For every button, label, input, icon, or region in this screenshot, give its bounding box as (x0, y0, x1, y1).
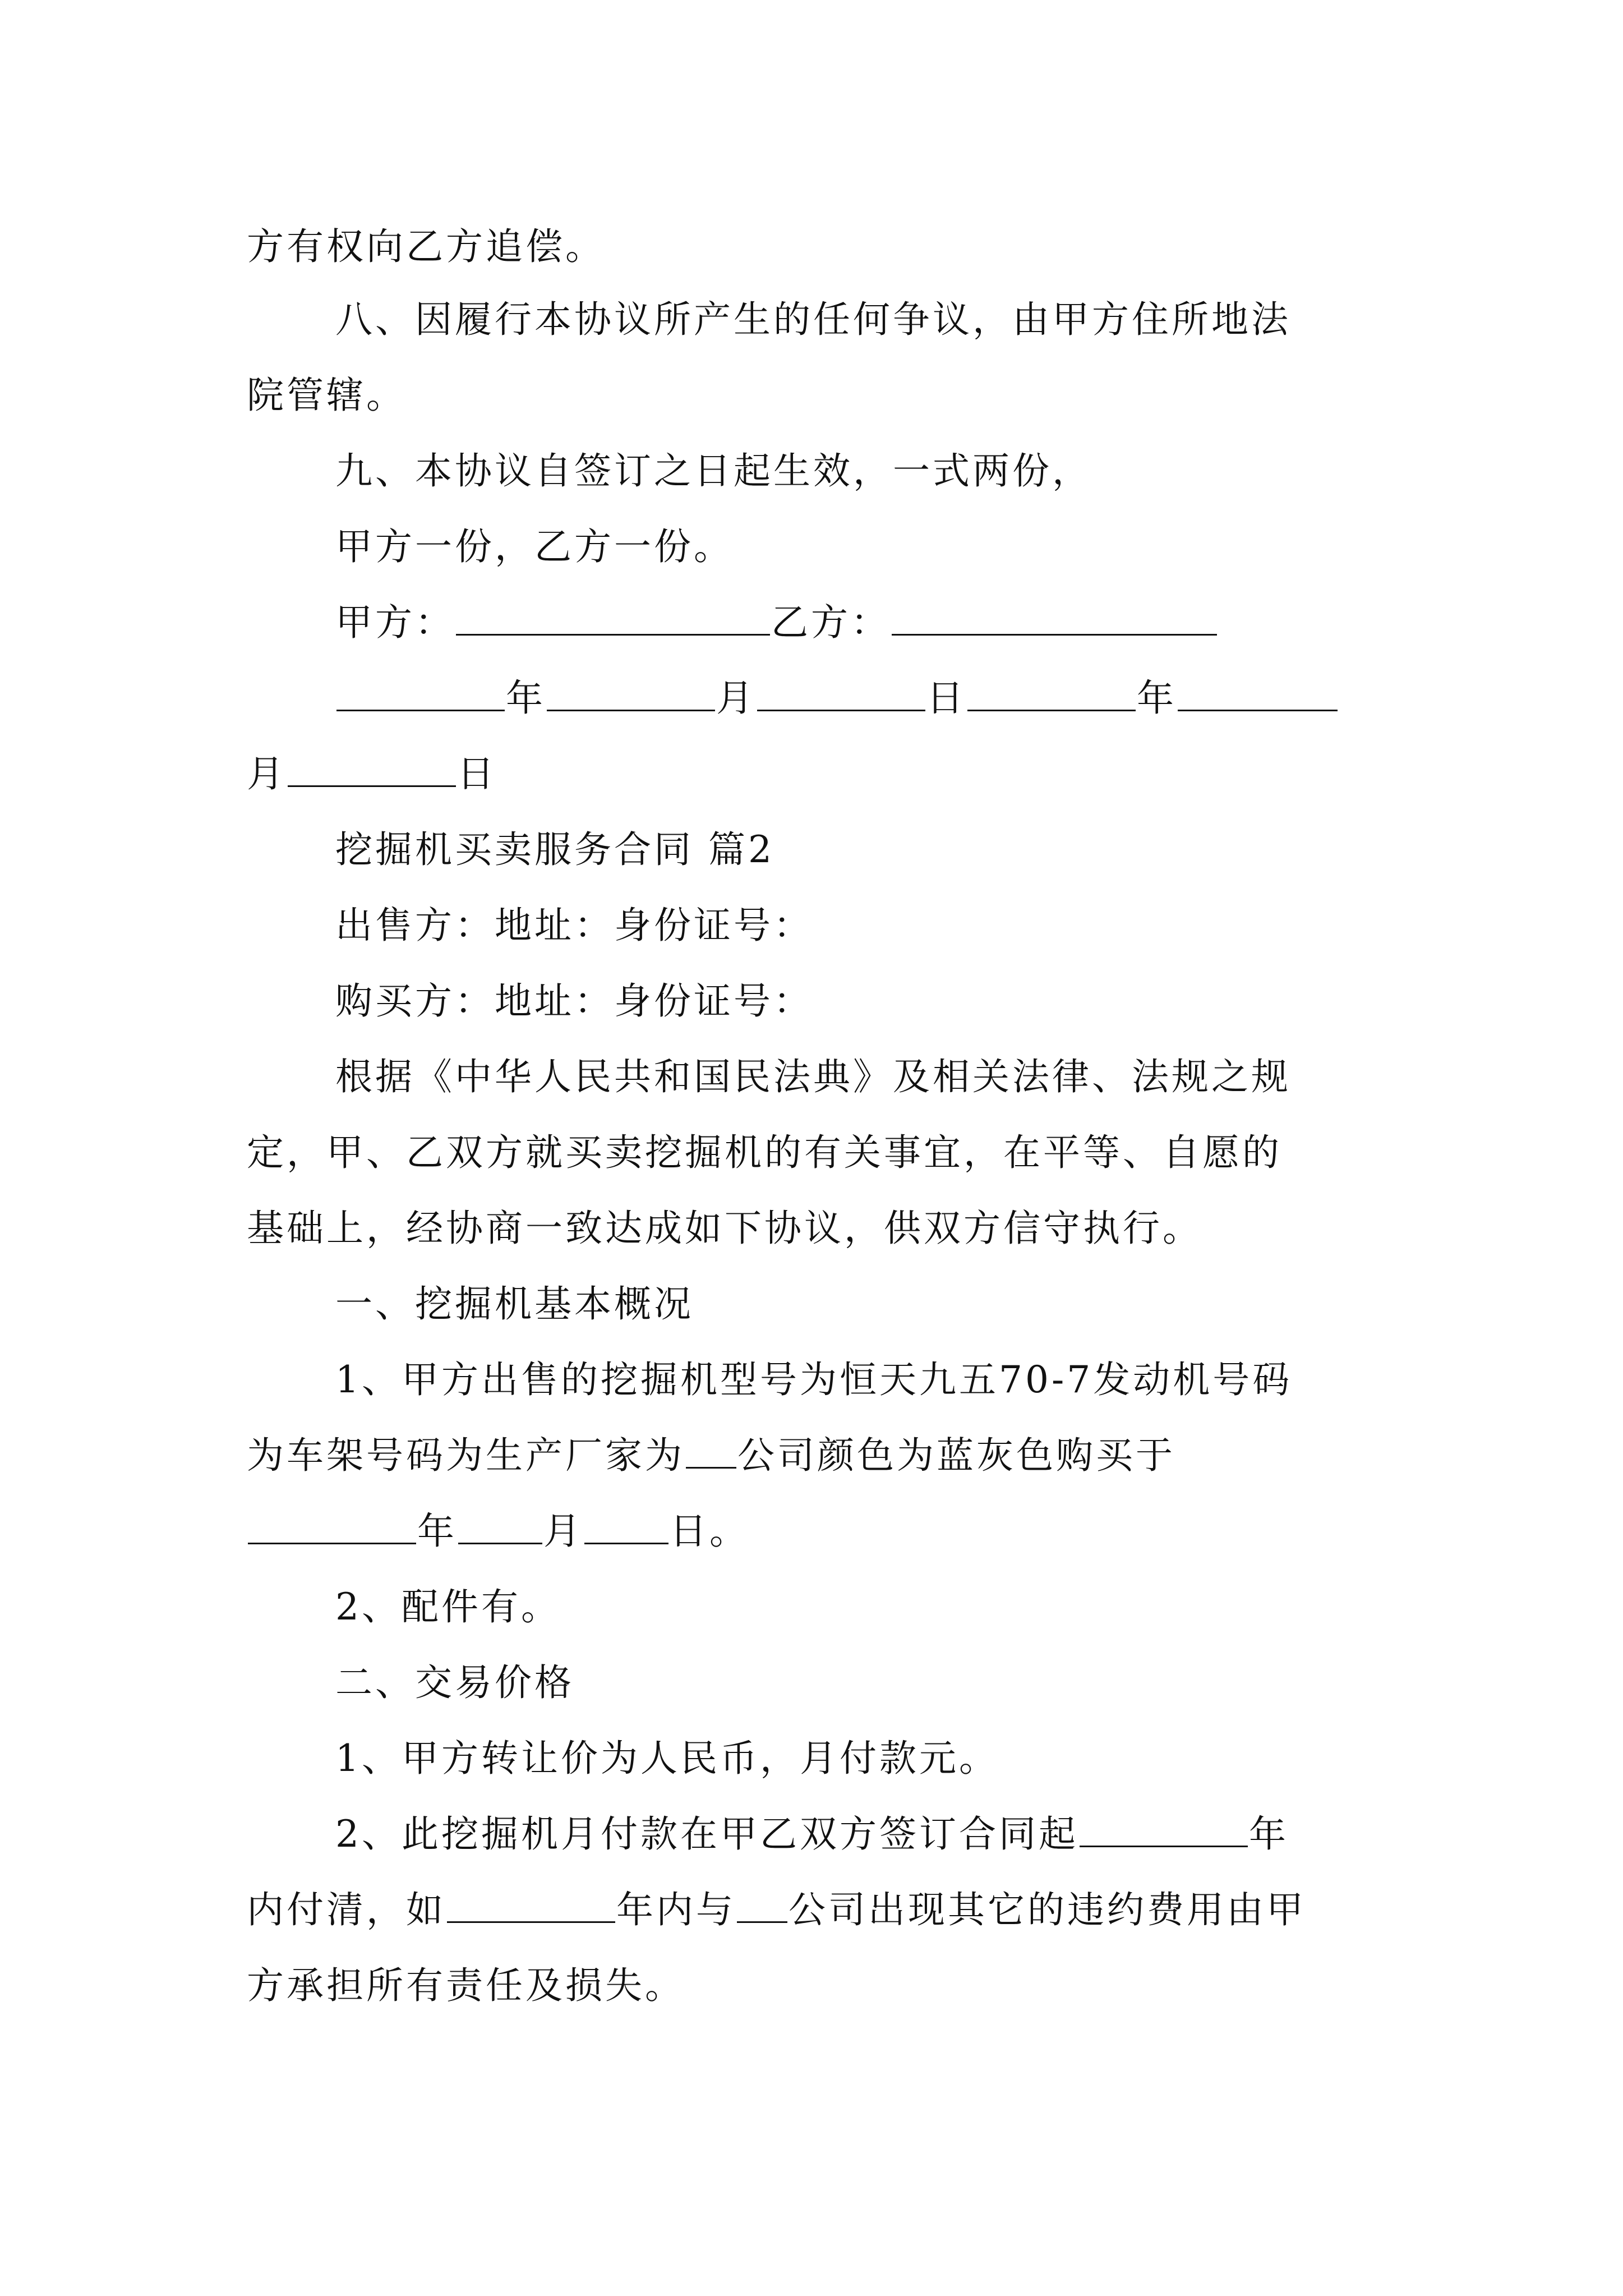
signature-line (335, 595, 1218, 651)
date-blank (1178, 670, 1338, 711)
paragraph-line: 方有权向乙方追偿。 (247, 225, 605, 268)
date-line (247, 1503, 749, 1559)
year-label: 年 (1137, 677, 1177, 720)
day-label: 日 (926, 677, 966, 720)
fill-blank (447, 1882, 615, 1923)
paragraph-line: 一、挖掘机基本概况 (335, 1282, 694, 1326)
paragraph-fragment: 公司颜色为蓝灰色购买于 (737, 1434, 1175, 1477)
paragraph-line: 定，甲、乙双方就买卖挖掘机的有关事宜，在平等、自愿的 (247, 1131, 1282, 1174)
day-label: 日 (457, 752, 497, 795)
paragraph-line (247, 1428, 1175, 1484)
paragraph-line: 院管辖。 (247, 374, 406, 417)
paragraph-line (247, 1882, 1306, 1938)
month-label: 月 (543, 1510, 583, 1553)
paragraph-line: 2、配件有。 (335, 1585, 561, 1628)
party-b-label: 乙方： (771, 601, 891, 644)
paragraph-line: 九、本协议自签订之日起生效，一式两份， (335, 449, 1092, 493)
paragraph-line: 购买方：地址：身份证号： (335, 979, 813, 1023)
party-a-blank (456, 595, 770, 636)
day-label: 日。 (670, 1510, 749, 1553)
date-blank (458, 1503, 542, 1544)
paragraph-fragment: 为车架号码为生产厂家为 (247, 1434, 685, 1477)
fill-blank (1080, 1806, 1248, 1847)
paragraph-line: 根据《中华人民共和国民法典》及相关法律、法规之规 (335, 1055, 1291, 1098)
paragraph-fragment: 内付清，如 (247, 1888, 446, 1931)
date-blank (288, 746, 456, 787)
paragraph-line (335, 1806, 1289, 1862)
date-blank (547, 670, 715, 711)
paragraph-line: 1、甲方出售的挖掘机型号为恒天九五70-7发动机号码 (335, 1358, 1293, 1401)
date-blank (967, 670, 1136, 711)
paragraph-fragment: 年内与 (616, 1888, 736, 1931)
year-label: 年 (1249, 1812, 1289, 1856)
paragraph-line: 方承担所有责任及损失。 (247, 1964, 685, 2007)
fill-blank (686, 1428, 736, 1469)
paragraph-fragment: 2、此挖掘机月付款在甲乙双方签订合同起 (335, 1812, 1078, 1856)
month-label: 月 (716, 677, 756, 720)
paragraph-line: 1、甲方转让价为人民币，月付款元。 (335, 1737, 999, 1780)
paragraph-line: 基础上，经协商一致达成如下协议，供双方信守执行。 (247, 1207, 1202, 1250)
date-blank (757, 670, 925, 711)
year-label: 年 (417, 1510, 457, 1553)
month-label: 月 (247, 752, 287, 795)
section-heading: 二、交易价格 (335, 1661, 574, 1704)
date-line (247, 746, 497, 802)
section-heading: 挖掘机买卖服务合同 篇2 (335, 828, 774, 871)
fill-blank (737, 1882, 787, 1923)
paragraph-line: 八、因履行本协议所产生的任何争议，由甲方住所地法 (335, 298, 1291, 341)
paragraph-line: 出售方：地址：身份证号： (335, 904, 813, 947)
date-blank (584, 1503, 668, 1544)
date-blank (248, 1503, 416, 1544)
paragraph-fragment: 公司出现其它的违约费用由甲 (789, 1888, 1306, 1931)
date-line (335, 670, 1339, 726)
party-a-label: 甲方： (335, 601, 455, 644)
party-b-blank (892, 595, 1217, 636)
year-label: 年 (506, 677, 546, 720)
paragraph-line: 甲方一份，乙方一份。 (335, 525, 734, 568)
date-blank (336, 670, 505, 711)
